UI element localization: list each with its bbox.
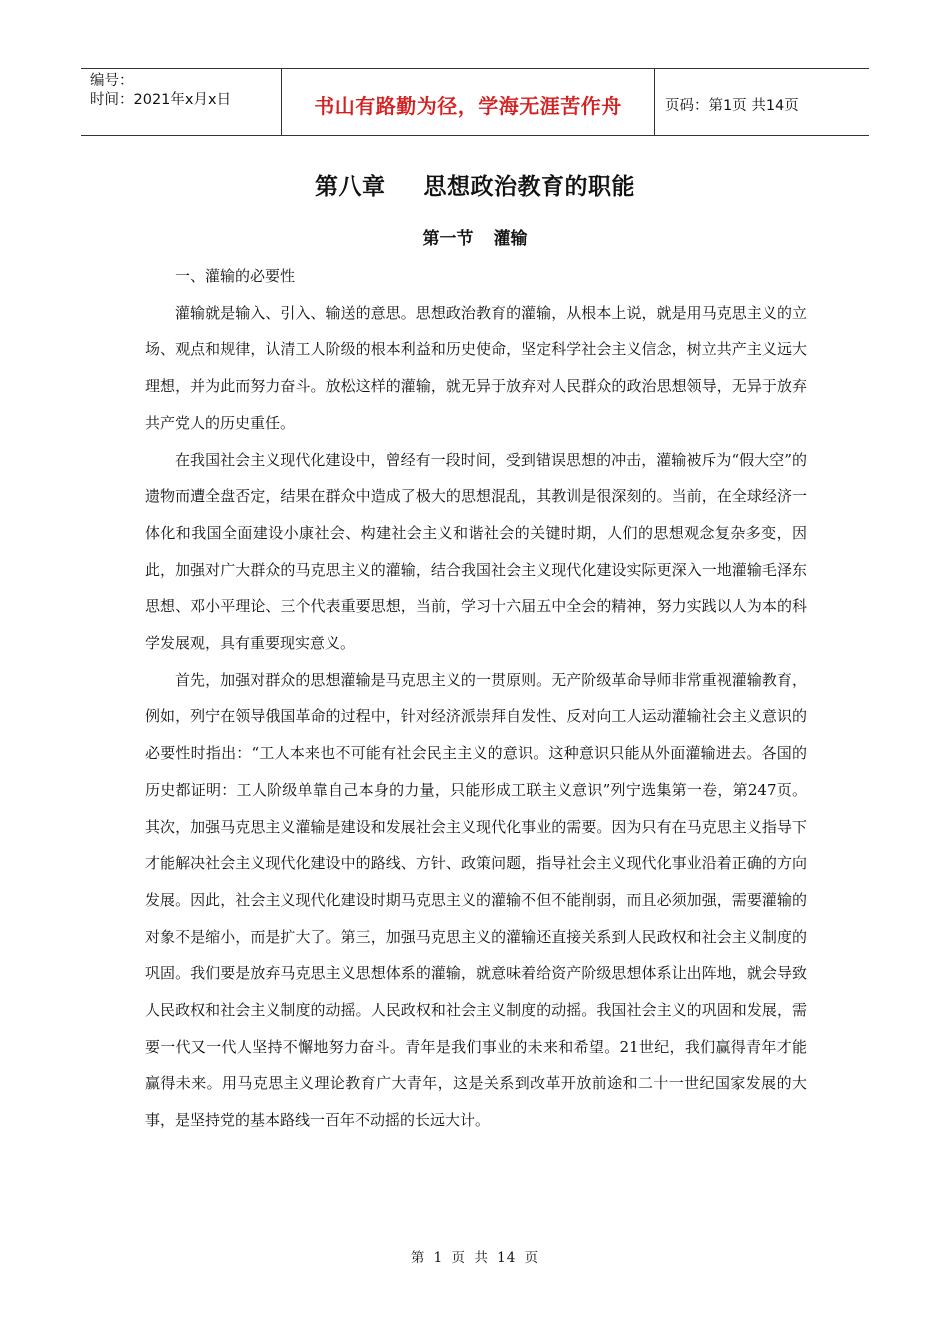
body-text (145, 258, 807, 1139)
subheading: 一、灌输的必要性 (175, 267, 296, 285)
footer-page-number: 第 1 页 共 14 页 (410, 1250, 540, 1266)
chapter-number: 第八章 (315, 174, 386, 200)
paragraph: 首先，加强对群众的思想灌输是马克思主义的一贯原则。无产阶级革命导师非常重视灌输教育，例如，列宁在领导俄国革命的过程中，针对经济派崇拜自发性、反对向工人运动灌输社会主义意识的必要性时指出：“工人本来也不可能有社会民主主义的意识。这种意识只能从外面灌输进去。各国的历史都证明：工人阶级单靠自己本身的力量，只能形成工联主义意识”列宁选集第一卷，第247页。其次，加强马克思主义灌输是建设和发展社会主义现代化事业的需要。因为只有在马克思主义指导下才能解决社会主义现代化建设中的路线、方针、政策问题，指导社会主义现代化事业沿着正确的方向发展。因此，社会主义现代化建设时期马克思主义的灌输不但不能削弱，而且必须加强，需要灌输的对象不是缩小，而是扩大了。第三，加强马克思主义的灌输还直接关系到人民政权和社会主义制度的巩固。我们要是放弃马克思主义思想体系的灌输，就意味着给资产阶级思想体系让出阵地，就会导致人民政权和社会主义制度的动摇。人民政权和社会主义制度的动摇。我国社会主义的巩固和发展，需要一代又一代人坚持不懈地努力奋斗。青年是我们事业的未来和希望。21世纪，我们赢得青年才能赢得未来。用马克思主义理论教育广大青年，这是关系到改革开放前途和二十一世纪国家发展的大事，是坚持党的基本路线一百年不动摇的长远大计。 (145, 670, 807, 1130)
chapter-title (0, 168, 950, 201)
document-header (81, 68, 869, 136)
header-meta-cell (81, 69, 282, 135)
header-page-cell (655, 69, 869, 135)
motto-text: 书山有路勤为径，学海无涯苦作舟 (314, 93, 622, 118)
time-label: 时间：2021年x月x日 (90, 92, 232, 108)
paragraph: 灌输就是输入、引入、输送的意思。思想政治教育的灌输，从根本上说，就是用马克思主义的立场、观点和规律，认清工人阶级的根本利益和历史使命，坚定科学社会主义信念，树立共产主义远大理想，并为此而努力奋斗。放松这样的灌输，就无异于放弃对人民群众的政治思想领导，无异于放弃共产党人的历史重任。 (145, 303, 807, 432)
section-name: 灌输 (493, 229, 528, 249)
page-footer (0, 1246, 950, 1266)
header-motto-cell (282, 69, 655, 135)
section-number: 第一节 (422, 229, 474, 249)
section-title (0, 224, 950, 249)
code-label: 编号： (90, 73, 134, 89)
page-info: 页码：第1页 共14页 (665, 97, 799, 114)
paragraph: 在我国社会主义现代化建设中，曾经有一段时间，受到错误思想的冲击，灌输被斥为“假大空”的遗物而遭全盘否定，结果在群众中造成了极大的思想混乱，其教训是很深刻的。当前，在全球经济一体化和我国全面建设小康社会、构建社会主义和谐社会的关键时期，人们的思想观念复杂多变，因此，加强对广大群众的马克思主义的灌输，结合我国社会主义现代化建设实际更深入一地灌输毛泽东思想、邓小平理论、三个代表重要思想，当前，学习十六届五中全会的精神，努力实践以人为本的科学发展观，具有重要现实意义。 (145, 450, 807, 653)
chapter-name: 思想政治教育的职能 (423, 174, 635, 200)
